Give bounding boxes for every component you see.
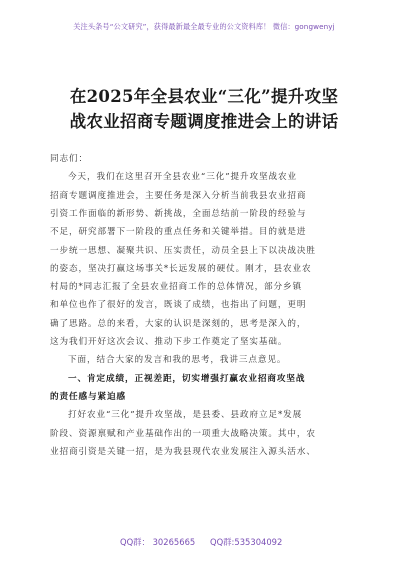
- body-text-line: 确了思路。总的来看，大家的认识是深刻的，思考是深入的，: [50, 318, 307, 329]
- body-text-line: 同志们：: [50, 154, 88, 164]
- body-text-line: 业招商引资是关键一招，是为我县现代农业发展注入源头活水、: [50, 446, 316, 457]
- section-heading-line: 的责任感与紧迫感: [50, 391, 126, 402]
- body-text-line: 阶段、资源禀赋和产业基础作出的一项重大战略决策。其中，农: [50, 428, 316, 439]
- body-text-line: 今天，我们在这里召开全县农业“三化”提升攻坚战农业: [68, 172, 297, 183]
- body-text-line: 这为我们开好这次会议、推动下步工作奠定了坚实基础。: [50, 337, 288, 347]
- body-text-line: 一步统一思想、凝聚共识、压实责任，动员全县上下以决战决胜: [50, 245, 316, 256]
- promo-banner: 关注头条号“公文研究”，获得最新最全最专业的公文资料库！ 微信：gongwenyj: [73, 22, 335, 31]
- body-text-line: 和单位也作了很好的发言，既谈了成绩，也指出了问题，更明: [50, 300, 307, 311]
- qq-group-1: QQ群： 30265665: [120, 537, 196, 547]
- body-text-line: 下面，结合大家的发言和我的思考，我讲三点意见。: [68, 355, 287, 366]
- body-text-line: 村局的*同志汇报了全县农业招商工作的总体情况，部分乡镇: [50, 282, 303, 293]
- body-text-line: 招商专题调度推进会，主要任务是深入分析当前我县农业招商: [50, 190, 307, 201]
- body-text-line: 的姿态，坚决打赢这场事关*长远发展的硬仗。刚才，县农业农: [50, 263, 312, 274]
- body-text-line: 引资工作面临的新形势、新挑战，全面总结前一阶段的经验与: [50, 208, 307, 219]
- qq-group-2: QQ群:535304092: [210, 537, 283, 547]
- section-heading-line: 一、肯定成绩，正视差距，切实增强打赢农业招商攻坚战: [68, 373, 306, 384]
- body-text-line: 打好农业“三化”提升攻坚战，是县委、县政府立足*发展: [68, 410, 303, 421]
- document-title-line-2: 战农业招商专题调度推进会上的讲话: [69, 112, 339, 131]
- document-title-line-1: 在2025年全县农业“三化”提升攻坚: [69, 87, 339, 106]
- body-text-line: 不足，研究部署下一阶段的重点任务和关键举措。目的就是进: [50, 227, 307, 238]
